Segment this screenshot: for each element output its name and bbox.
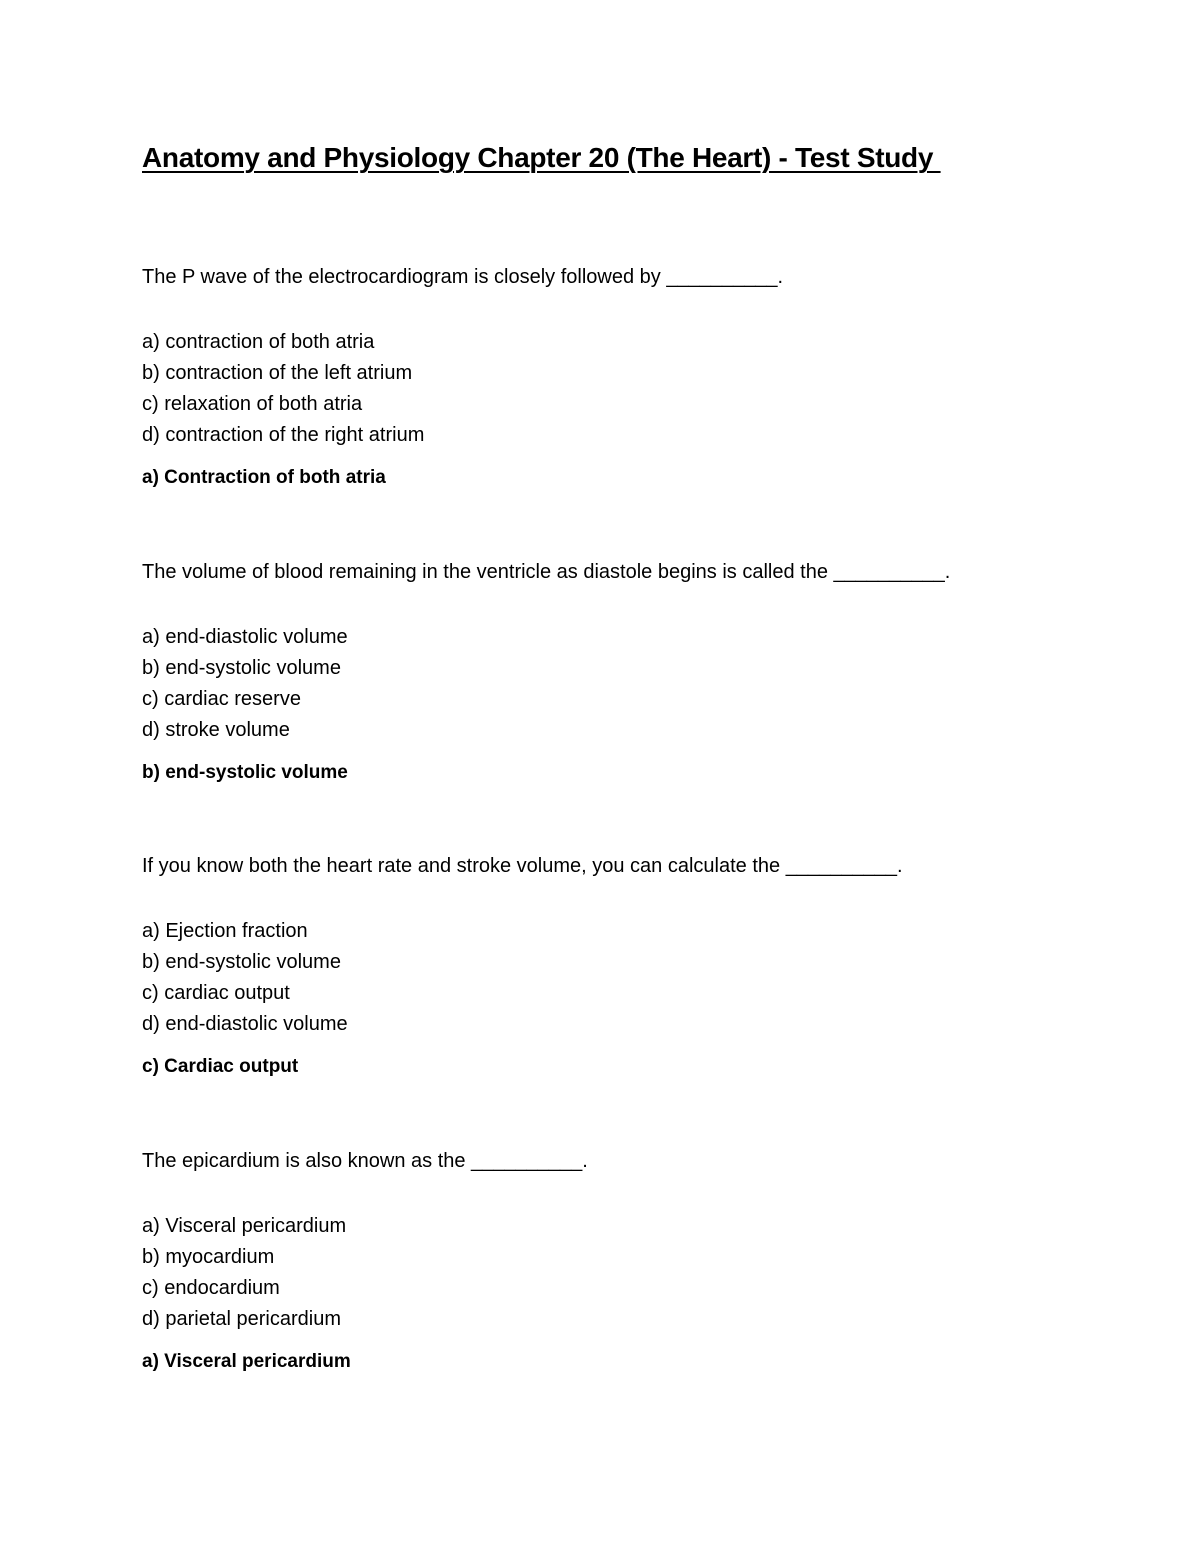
question-block — [142, 265, 1102, 490]
answer-options — [142, 327, 1102, 451]
option-b: b) contraction of the left atrium — [142, 362, 413, 384]
question-prompt: The P wave of the electrocardiogram is closely followed by __________. — [142, 266, 784, 288]
option-b: b) end-systolic volume — [142, 657, 341, 679]
question-block — [142, 1149, 1102, 1374]
question-prompt: If you know both the heart rate and stroke volume, you can calculate the __________. — [142, 855, 903, 877]
question-block — [142, 854, 1102, 1079]
correct-answer: b) end-systolic volume — [142, 762, 348, 783]
option-d: d) parietal pericardium — [142, 1308, 341, 1330]
option-c: c) cardiac reserve — [142, 688, 301, 710]
option-d: d) contraction of the right atrium — [142, 424, 425, 446]
answer-options — [142, 916, 1102, 1040]
question-prompt: The epicardium is also known as the __________. — [142, 1150, 588, 1172]
option-d: d) stroke volume — [142, 719, 290, 741]
question-block — [142, 560, 1102, 785]
option-c: c) cardiac output — [142, 982, 290, 1004]
option-a: a) Ejection fraction — [142, 920, 308, 942]
option-a: a) contraction of both atria — [142, 331, 375, 353]
option-a: a) Visceral pericardium — [142, 1215, 347, 1237]
option-b: b) myocardium — [142, 1246, 275, 1268]
answer-options — [142, 1211, 1102, 1335]
option-c: c) endocardium — [142, 1277, 280, 1299]
option-b: b) end-systolic volume — [142, 951, 341, 973]
question-prompt: The volume of blood remaining in the ventricle as diastole begins is called the __________. — [142, 561, 951, 583]
correct-answer: a) Visceral pericardium — [142, 1351, 351, 1372]
correct-answer: c) Cardiac output — [142, 1056, 299, 1077]
correct-answer: a) Contraction of both atria — [142, 467, 386, 488]
option-d: d) end-diastolic volume — [142, 1013, 348, 1035]
page-title: Anatomy and Physiology Chapter 20 (The Heart) - Test Study — [142, 142, 941, 173]
answer-options — [142, 622, 1102, 746]
option-a: a) end-diastolic volume — [142, 626, 348, 648]
option-c: c) relaxation of both atria — [142, 393, 363, 415]
